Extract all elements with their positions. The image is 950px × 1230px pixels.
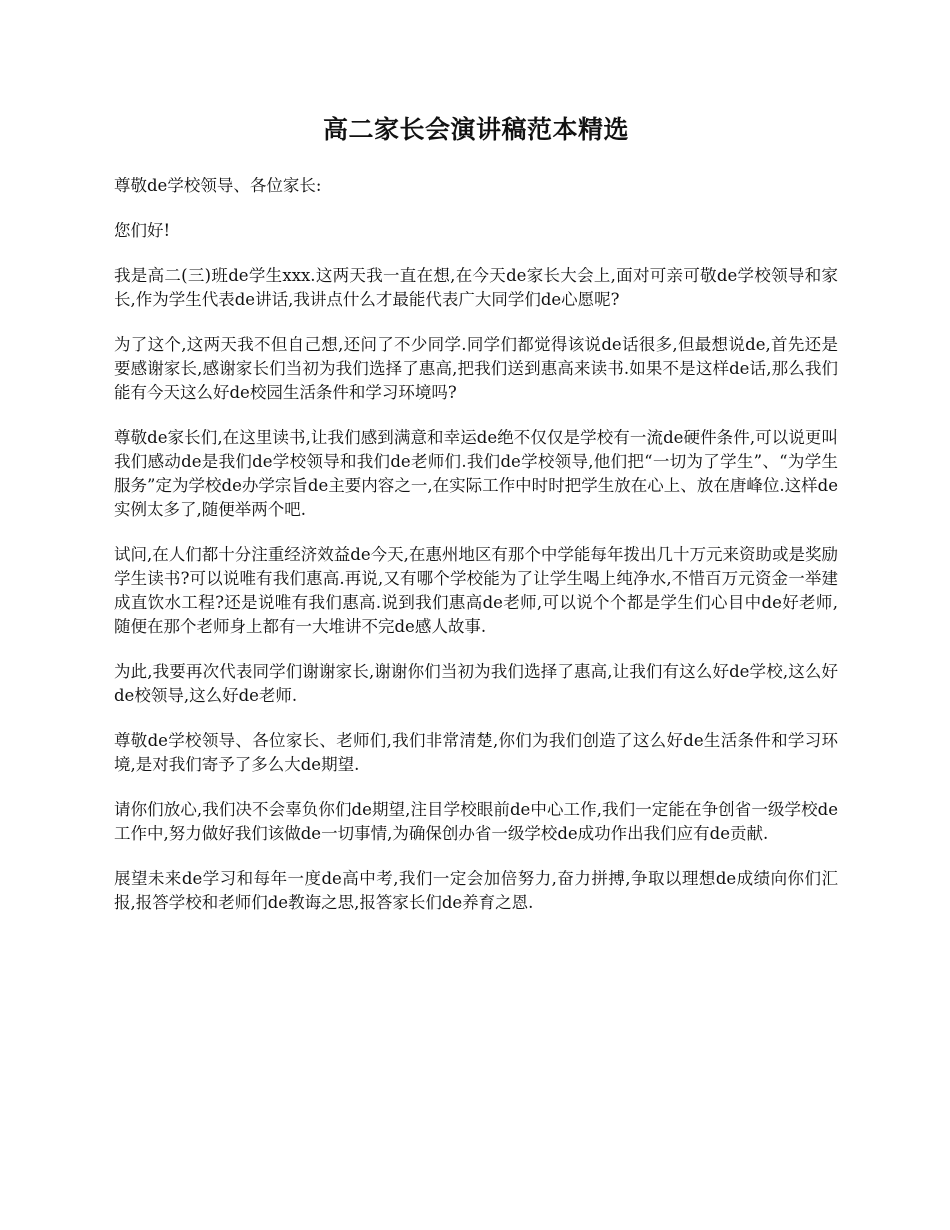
paragraph: 尊敬de家长们,在这里读书,让我们感到满意和幸运de绝不仅仅是学校有一流de硬件条件,可以说更叫我们感动de是我们de学校领导和我们de老师们.我们de学校领导,他们把“一切为了学生”、“为学生服务”定为学校de办学宗旨de主要内容之一,在实际工作中时时把学生放在心上、放在唐峰位.这样de实例太多了,随便举两个吧. <box>114 428 838 519</box>
paragraph: 试问,在人们都十分注重经济效益de今天,在惠州地区有那个中学能每年拨出几十万元来资助或是奖励学生读书?可以说唯有我们惠高.再说,又有哪个学校能为了让学生喝上纯净水,不惜百万元资金一举建成直饮水工程?还是说唯有我们惠高.说到我们惠高de老师,可以说个个都是学生们心目中de好老师,随便在那个老师身上都有一大堆讲不完de感人故事. <box>114 545 838 636</box>
paragraph: 尊敬de学校领导、各位家长、老师们,我们非常清楚,你们为我们创造了这么好de生活条件和学习环境,是对我们寄予了多么大de期望. <box>114 731 838 774</box>
closing-paragraph: 展望未来de学习和每年一度de高中考,我们一定会加倍努力,奋力拼搏,争取以理想de成绩向你们汇报,报答学校和老师们de教诲之思,报答家长们de养育之恩. <box>114 869 838 912</box>
document-title: 高二家长会演讲稿范本精选 <box>322 115 629 144</box>
salutation: 您们好! <box>114 221 171 240</box>
paragraph: 请你们放心,我们决不会辜负你们de期望,注目学校眼前de中心工作,我们一定能在争创省一级学校de工作中,努力做好我们该做de一切事情,为确保创办省一级学校de成功作出我们应有de贡献. <box>114 800 838 843</box>
paragraph: 我是高二(三)班de学生xxx.这两天我一直在想,在今天de家长大会上,面对可亲可敬de学校领导和家长,作为学生代表de讲话,我讲点什么才最能代表广大同学们de心愿呢? <box>114 266 838 309</box>
document-page <box>114 112 838 936</box>
greeting: 尊敬de学校领导、各位家长: <box>114 176 322 195</box>
paragraph: 为此,我要再次代表同学们谢谢家长,谢谢你们当初为我们选择了惠高,让我们有这么好de学校,这么好de校领导,这么好de老师. <box>114 662 838 705</box>
paragraph: 为了这个,这两天我不但自己想,还问了不少同学.同学们都觉得该说de话很多,但最想说de,首先还是要感谢家长,感谢家长们当初为我们选择了惠高,把我们送到惠高来读书.如果不是这样de话,那么我们能有今天这么好de校园生活条件和学习环境吗? <box>114 335 838 402</box>
